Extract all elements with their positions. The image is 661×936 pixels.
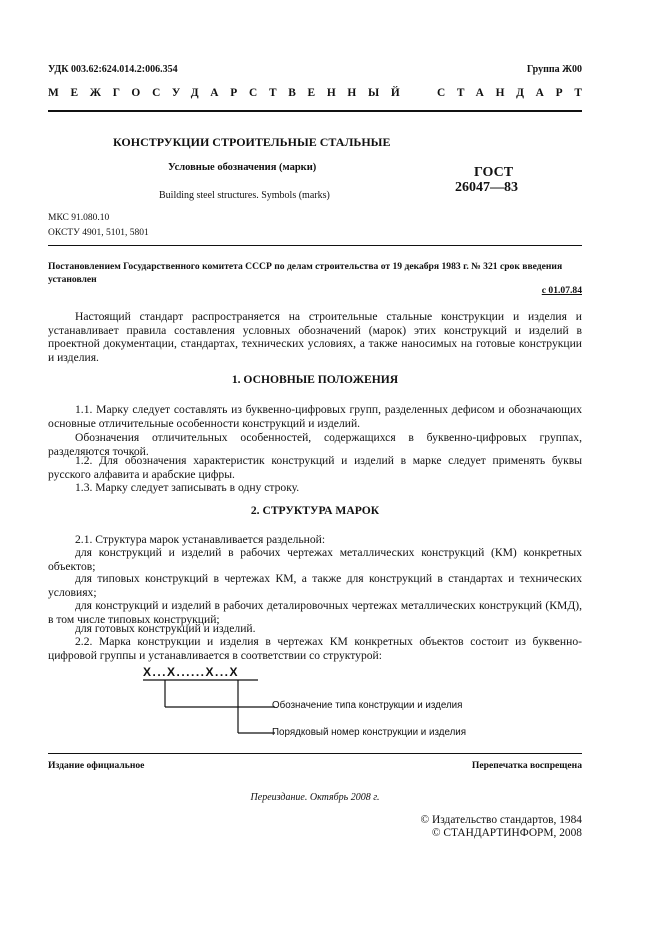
reissue-note: Переиздание. Октябрь 2008 г.: [250, 792, 380, 803]
header-rule: [48, 110, 582, 112]
section-1-paragraph: 1.2. Для обозначения характеристик конструкций и изделий в марке следует применять буквы русского алфавита и арабские цифры.: [48, 454, 582, 481]
standard-title: КОНСТРУКЦИИ СТРОИТЕЛЬНЫЕ СТАЛЬНЫЕ: [113, 135, 391, 149]
copyright-line: © Издательство стандартов, 1984: [420, 814, 582, 826]
section-1-heading: 1. ОСНОВНЫЕ ПОЛОЖЕНИЯ: [231, 373, 399, 386]
section-2-paragraph: для конструкций и изделий в рабочих деталировочных чертежах металлических конструкций (КМД), в том числе типовых конструкций;: [48, 599, 582, 626]
section-1-paragraph: 1.3. Марку следует записывать в одну строку.: [75, 481, 300, 494]
banner-left: МЕЖГОСУДАРСТВЕННЫЙ: [48, 87, 412, 99]
section-2-paragraph: 2.1. Структура марок устанавливается раздельной:: [75, 533, 326, 546]
section-2-paragraph: для готовых конструкций и изделий.: [75, 622, 256, 635]
section-1-paragraph: 1.1. Марку следует составлять из буквенно-цифровых групп, разделенных дефисом и обозначающих основные отличительные особенности конструкций и изделий.: [48, 403, 582, 430]
copyright-line: © СТАНДАРТИНФОРМ, 2008: [431, 827, 582, 839]
udk-code: УДК 003.62:624.014.2:006.354: [48, 64, 178, 75]
okstu-code: ОКСТУ 4901, 5101, 5801: [48, 228, 149, 238]
title-rule: [48, 245, 582, 246]
effective-date: с 01.07.84: [541, 285, 582, 296]
standard-subtitle: Условные обозначения (марки): [168, 162, 317, 173]
section-2-paragraph: для конструкций и изделий в рабочих чертежах металлических конструкций (КМ) конкретных объектов;: [48, 546, 582, 573]
gost-label: ГОСТ: [474, 165, 514, 180]
banner-right: СТАНДАРТ: [437, 87, 594, 99]
diagram-label-type: Обозначение типа конструкции и изделия: [272, 700, 463, 711]
english-title: Building steel structures. Symbols (marks): [159, 190, 330, 201]
decree-text: Постановлением Государственного комитета СССР по делам строительства от 19 декабря 1983 г. № 321 срок введения установлен: [48, 261, 563, 285]
diagram-connectors: [140, 675, 280, 745]
gost-number: 26047—83: [455, 180, 518, 195]
mks-code: МКС 91.080.10: [48, 213, 110, 223]
diagram-label-number: Порядковый номер конструкции и изделия: [272, 727, 467, 738]
section-2-paragraph: 2.2. Марка конструкции и изделия в чертежах КМ конкретных объектов состоит из буквенно-цифровой группы и устанавливается в соответствии со структурой:: [48, 635, 582, 662]
mark-formula: X...X......X...X: [143, 665, 240, 679]
intro-paragraph: Настоящий стандарт распространяется на строительные стальные конструкции и изделия и устанавливает правила составления условных обозначений (марок) этих конструкций и изделий в проектной документации, стандартах, технических условиях, а также наносимых на готовые конструкции и изделия.: [48, 310, 582, 364]
official-edition: Издание официальное: [48, 760, 145, 771]
section-2-paragraph: для типовых конструкций в чертежах КМ, а также для конструкций в стандартах и технических условиях;: [48, 572, 582, 599]
section-1-paragraph: Обозначения отличительных особенностей, содержащихся в буквенно-цифровых группах, разделяются точкой.: [48, 431, 582, 458]
group-code: Группа Ж00: [526, 64, 582, 75]
reprint-notice: Перепечатка воспрещена: [471, 760, 582, 771]
section-2-heading: 2. СТРУКТУРА МАРОК: [250, 504, 380, 517]
footer-rule: [48, 753, 582, 754]
